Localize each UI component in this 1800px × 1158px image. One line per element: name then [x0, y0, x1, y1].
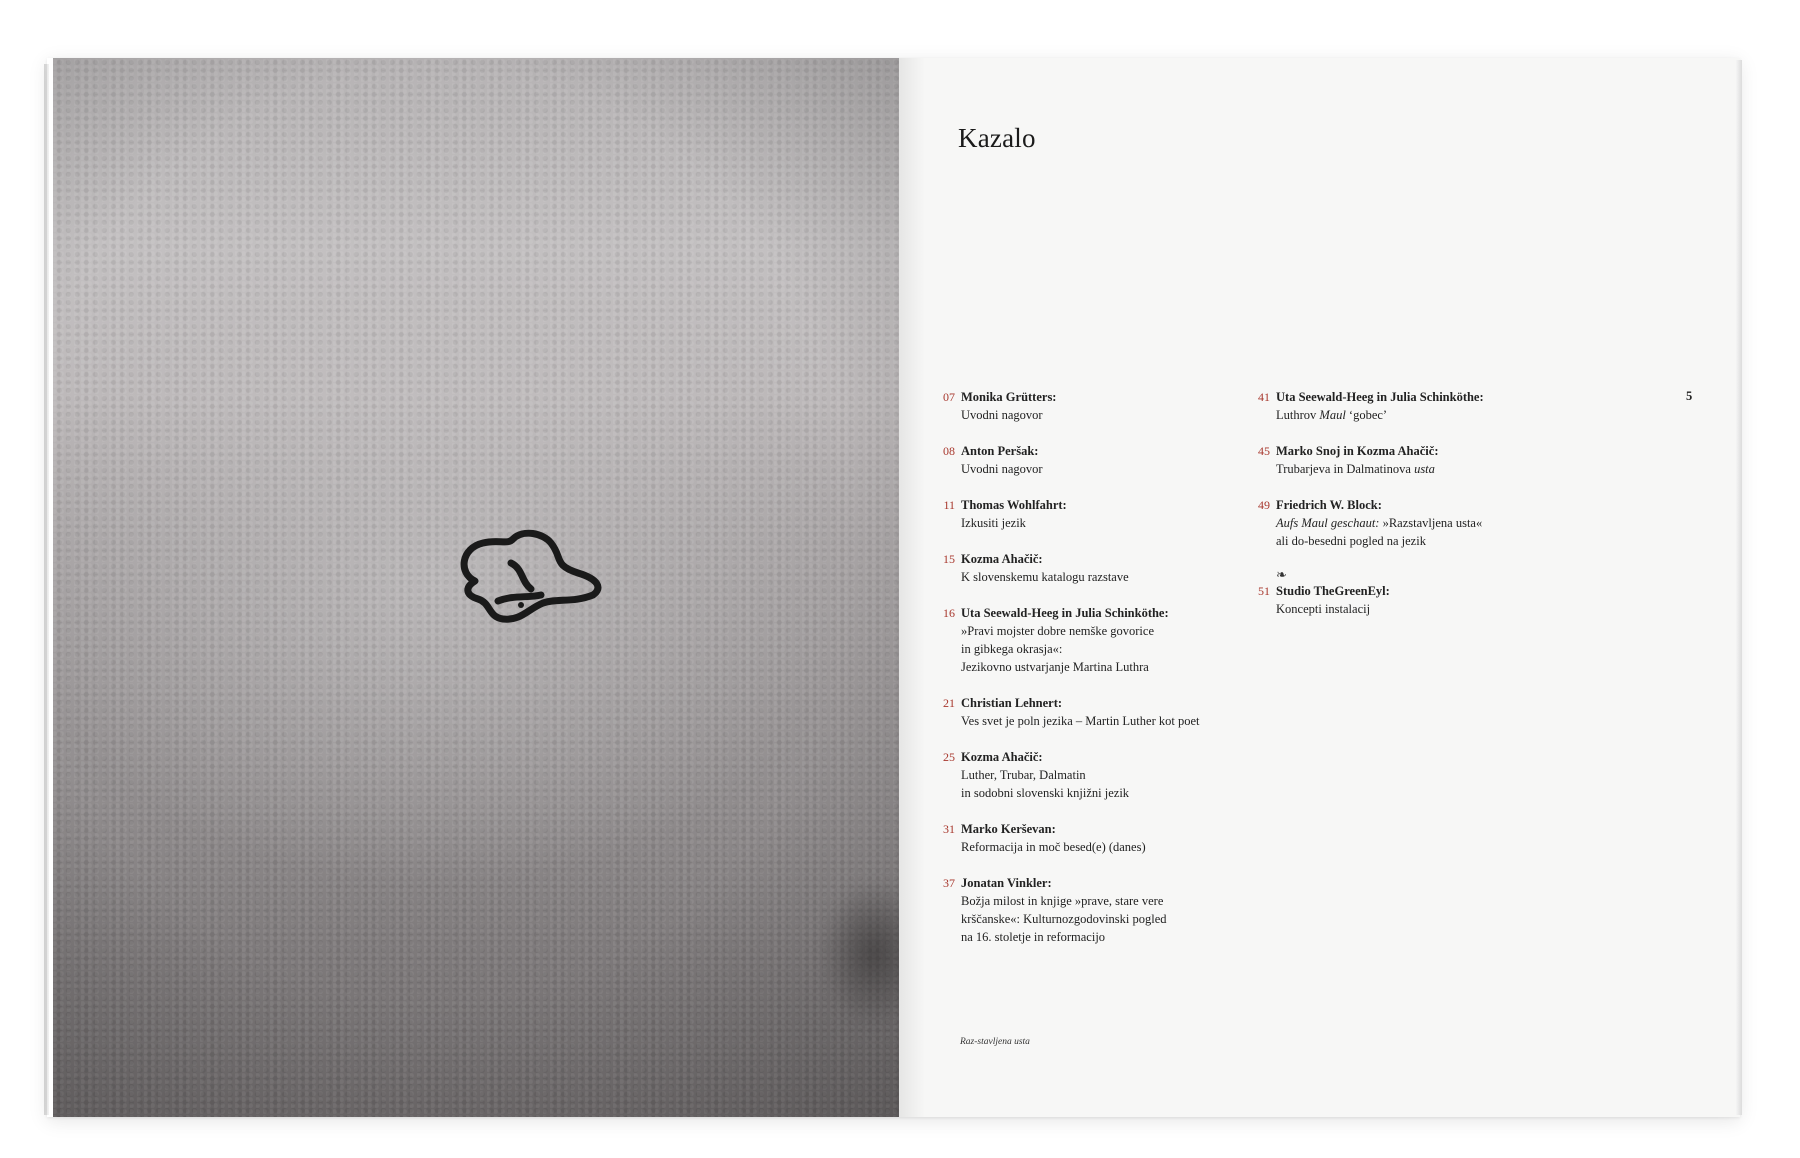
entry-author: Marko Kerševan: [961, 822, 1056, 836]
entry-page-number: 21 [943, 696, 955, 710]
toc-column-right [1258, 388, 1558, 636]
entry-title: Koncepti instalacij [1276, 602, 1371, 616]
entry-author: Marko Snoj in Kozma Ahačič: [1276, 444, 1439, 458]
entry-page-number: 11 [943, 498, 955, 512]
ink-mouth-drawing [403, 503, 643, 653]
entry-title: Reformacija in moč besed(e) (danes) [961, 840, 1146, 854]
toc-entry [943, 442, 1243, 478]
entry-title-italic: usta [1414, 462, 1435, 476]
spine-shadow [899, 58, 925, 1117]
toc-entry [943, 550, 1243, 586]
entry-title: Izkusiti jezik [961, 516, 1026, 530]
entry-page-number: 08 [943, 444, 955, 458]
entry-author: Anton Peršak: [961, 444, 1039, 458]
entry-author: Monika Grütters: [961, 390, 1057, 404]
entry-title-line: Jezikovno ustvarjanje Martina Luthra [961, 660, 1149, 674]
entry-author: Christian Lehnert: [961, 696, 1063, 710]
entry-author: Uta Seewald-Heeg in Julia Schinköthe: [1276, 390, 1484, 404]
entry-title-line: Božja milost in knjige »prave, stare vere [961, 894, 1164, 908]
entry-page-number: 45 [1258, 444, 1270, 458]
toc-entry [1258, 496, 1558, 550]
entry-title [1276, 406, 1558, 424]
entry-page-number: 37 [943, 876, 955, 890]
entry-title-text: Luthrov [1276, 408, 1320, 422]
entry-title: Uvodni nagovor [961, 462, 1043, 476]
page-edge-right [1736, 60, 1742, 1115]
toc-entry [943, 748, 1243, 802]
entry-author: Thomas Wohlfahrt: [961, 498, 1067, 512]
toc-title: Kazalo [958, 123, 1036, 153]
toc-entry [1258, 442, 1558, 478]
toc-entry [943, 694, 1243, 730]
entry-title: K slovenskemu katalogu razstave [961, 570, 1129, 584]
entry-title: Ves svet je poln jezika – Martin Luther kot poet [961, 714, 1200, 728]
entry-title-line: Luther, Trubar, Dalmatin [961, 768, 1086, 782]
entry-page-number: 25 [943, 750, 955, 764]
entry-page-number: 07 [943, 390, 955, 404]
entry-author: Friedrich W. Block: [1276, 498, 1382, 512]
entry-page-number: 31 [943, 822, 955, 836]
toc-entry [943, 874, 1243, 946]
entry-page-number: 49 [1258, 498, 1270, 512]
toc-entry [1258, 388, 1558, 424]
entry-title-line: ali do-besedni pogled na jezik [1276, 534, 1426, 548]
toc-entry [943, 820, 1243, 856]
entry-title-text: Trubarjeva in Dalmatinova [1276, 462, 1415, 476]
entry-title-line: in gibkega okrasja«: [961, 642, 1063, 656]
entry-title-line: na 16. stoletje in reformacijo [961, 930, 1106, 944]
toc-entry [1258, 582, 1558, 618]
entry-title-line: krščanske«: Kulturnozgodovinski pogled [961, 912, 1167, 926]
entry-title-text: »Razstavljena usta« [1379, 516, 1483, 530]
entry-author: Kozma Ahačič: [961, 552, 1043, 566]
entry-title [1276, 460, 1558, 478]
toc-entry [943, 496, 1243, 532]
entry-title: Uvodni nagovor [961, 408, 1043, 422]
entry-title-line: »Pravi mojster dobre nemške govorice [961, 624, 1155, 638]
entry-page-number: 41 [1258, 390, 1270, 404]
entry-author: Studio TheGreenEyl: [1276, 584, 1390, 598]
entry-title-line: in sodobni slovenski knjižni jezik [961, 786, 1130, 800]
entry-title-italic: Maul [1319, 408, 1346, 422]
entry-author: Kozma Ahačič: [961, 750, 1043, 764]
entry-page-number: 51 [1258, 584, 1270, 598]
page-number: 5 [1686, 389, 1693, 403]
entry-author: Uta Seewald-Heeg in Julia Schinköthe: [961, 606, 1169, 620]
toc-entry [943, 388, 1243, 424]
entry-title-text: ‘gobec’ [1345, 408, 1388, 422]
entry-page-number: 15 [943, 552, 955, 566]
entry-title-line [1276, 514, 1558, 532]
entry-author: Jonatan Vinkler: [961, 876, 1052, 890]
running-footer: Raz-stavljena usta [960, 1037, 1030, 1047]
toc-column-left [943, 388, 1243, 964]
entry-page-number: 16 [943, 606, 955, 620]
entry-title-italic: Aufs Maul geschaut: [1276, 516, 1380, 530]
cover-photo [53, 58, 899, 1117]
fleuron-ornament: ❧ [1276, 567, 1287, 582]
toc-entry [943, 604, 1243, 676]
